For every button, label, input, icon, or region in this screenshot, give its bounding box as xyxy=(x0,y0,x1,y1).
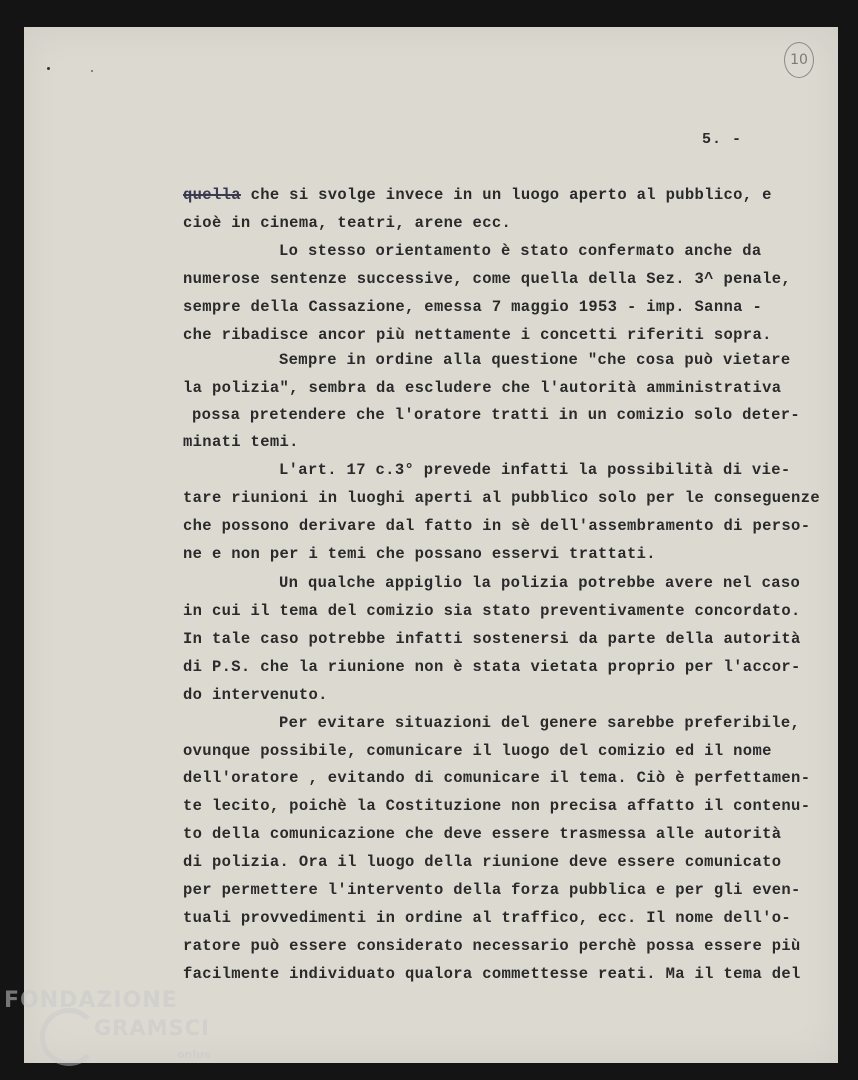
text-line: te lecito, poichè la Costituzione non precisa affatto il contenu- xyxy=(183,797,811,815)
struck-word: quella xyxy=(183,186,241,204)
text-line: di P.S. che la riunione non è stata vietata proprio per l'accor- xyxy=(183,658,801,676)
text-line: in cui il tema del comizio sia stato preventivamente concordato. xyxy=(183,602,801,620)
text-line: ovunque possibile, comunicare il luogo del comizio ed il nome xyxy=(183,742,772,760)
text-line: ne e non per i temi che possano esservi trattati. xyxy=(183,545,656,563)
text-line: che possono derivare dal fatto in sè dell'assembramento di perso- xyxy=(183,517,811,535)
watermark-line-2: GRAMSCI xyxy=(94,1016,210,1040)
text-line: cioè in cinema, teatri, arene ecc. xyxy=(183,214,512,232)
text-line: ratore può essere considerato necessario perchè possa essere più xyxy=(183,937,801,955)
watermark-line-3: onlus xyxy=(177,1048,211,1061)
text-line: che ribadisce ancor più nettamente i concetti riferiti sopra. xyxy=(183,326,772,344)
text-line: facilmente individuato qualora commettesse reati. Ma il tema del xyxy=(183,965,801,983)
text-line: di polizia. Ora il luogo della riunione deve essere comunicato xyxy=(183,853,782,871)
fondazione-gramsci-watermark xyxy=(4,988,224,1078)
text-line: In tale caso potrebbe infatti sostenersi da parte della autorità xyxy=(183,630,801,648)
text-line: la polizia", sembra da escludere che l'autorità amministrativa xyxy=(183,379,782,397)
text-line: tare riunioni in luoghi aperti al pubblico solo per le conseguenze xyxy=(183,489,820,507)
text-line: per permettere l'intervento della forza pubblica e per gli even- xyxy=(183,881,801,899)
paper-speck xyxy=(47,67,50,70)
text-line: do intervenuto. xyxy=(183,686,328,704)
text-line: to della comunicazione che deve essere trasmessa alle autorità xyxy=(183,825,782,843)
archive-sheet-number: 10 xyxy=(784,42,814,78)
paragraph-start-line: Lo stesso orientamento è stato confermato anche da xyxy=(279,242,762,260)
text-line: numerose sentenze successive, come quella della Sez. 3^ penale, xyxy=(183,270,792,288)
paragraph-start-line: Sempre in ordine alla questione "che cosa può vietare xyxy=(279,351,791,369)
text-line xyxy=(183,186,772,204)
watermark-line-1: FONDAZIONE xyxy=(4,988,178,1013)
text-line: minati temi. xyxy=(183,433,299,451)
text-line: tuali provvedimenti in ordine al traffico, ecc. Il nome dell'o- xyxy=(183,909,792,927)
text-line-rest: che si svolge invece in un luogo aperto al pubblico, e xyxy=(240,186,772,204)
text-line: sempre della Cassazione, emessa 7 maggio 1953 - imp. Sanna - xyxy=(183,298,763,316)
page-number: 5. - xyxy=(702,131,743,148)
paragraph-start-line: Per evitare situazioni del genere sarebbe preferibile, xyxy=(279,714,801,732)
text-line: dell'oratore , evitando di comunicare il tema. Ciò è perfettamen- xyxy=(183,769,811,787)
paragraph-start-line: L'art. 17 c.3° prevede infatti la possibilità di vie- xyxy=(279,461,791,479)
g-circle-logo-icon xyxy=(40,1008,98,1066)
paragraph-start-line: Un qualche appiglio la polizia potrebbe avere nel caso xyxy=(279,574,801,592)
paper-speck xyxy=(91,70,93,72)
text-line: possa pretendere che l'oratore tratti in un comizio solo deter- xyxy=(192,406,801,424)
